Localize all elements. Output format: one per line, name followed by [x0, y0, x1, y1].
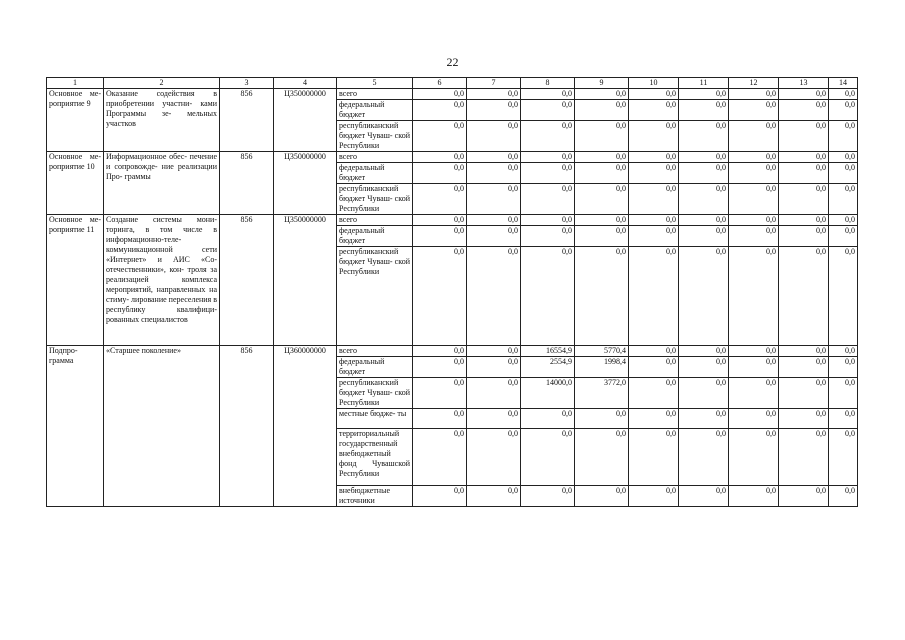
budget-classification-code: Ц350000000 — [274, 152, 337, 215]
value-cell: 0,0 — [521, 247, 575, 346]
administrator-code: 856 — [220, 152, 274, 215]
value-cell: 0,0 — [413, 247, 467, 346]
column-header: 12 — [729, 78, 779, 89]
value-cell: 0,0 — [779, 215, 829, 226]
value-cell: 0,0 — [779, 89, 829, 100]
value-cell: 0,0 — [779, 184, 829, 215]
value-cell: 0,0 — [467, 486, 521, 507]
value-cell: 0,0 — [521, 215, 575, 226]
value-cell: 0,0 — [629, 163, 679, 184]
value-cell: 0,0 — [779, 152, 829, 163]
value-cell: 0,0 — [779, 346, 829, 357]
table-row — [47, 89, 858, 100]
funding-source: федеральный бюджет — [337, 100, 413, 121]
value-cell: 0,0 — [779, 378, 829, 409]
measure-description: Информационное обес- печение и сопровожде- ние реализации Про- граммы — [104, 152, 220, 215]
funding-source: республиканский бюджет Чуваш- ской Республики — [337, 121, 413, 152]
value-cell: 0,0 — [629, 184, 679, 215]
value-cell: 0,0 — [829, 346, 858, 357]
value-cell: 14000,0 — [521, 378, 575, 409]
value-cell: 0,0 — [413, 486, 467, 507]
value-cell: 0,0 — [521, 89, 575, 100]
funding-source: внебюджетные источники — [337, 486, 413, 507]
value-cell: 0,0 — [729, 486, 779, 507]
value-cell: 0,0 — [729, 247, 779, 346]
value-cell: 0,0 — [729, 152, 779, 163]
value-cell: 0,0 — [413, 357, 467, 378]
value-cell: 0,0 — [729, 89, 779, 100]
value-cell: 0,0 — [467, 121, 521, 152]
value-cell: 0,0 — [575, 121, 629, 152]
value-cell: 0,0 — [629, 409, 679, 429]
column-header: 7 — [467, 78, 521, 89]
funding-source: республиканский бюджет Чуваш- ской Республики — [337, 378, 413, 409]
budget-classification-code: Ц350000000 — [274, 89, 337, 152]
value-cell: 1998,4 — [575, 357, 629, 378]
column-header: 9 — [575, 78, 629, 89]
value-cell: 0,0 — [467, 226, 521, 247]
value-cell: 0,0 — [413, 378, 467, 409]
value-cell: 0,0 — [413, 215, 467, 226]
value-cell: 0,0 — [629, 486, 679, 507]
value-cell: 0,0 — [467, 215, 521, 226]
table-row — [47, 215, 858, 226]
value-cell: 0,0 — [575, 486, 629, 507]
value-cell: 0,0 — [467, 184, 521, 215]
value-cell: 0,0 — [779, 100, 829, 121]
measure-name: Подпро- грамма — [47, 346, 104, 507]
funding-source: местные бюдже- ты — [337, 409, 413, 429]
value-cell: 2554,9 — [521, 357, 575, 378]
column-header: 1 — [47, 78, 104, 89]
column-header: 14 — [829, 78, 858, 89]
table-row — [47, 152, 858, 163]
value-cell: 0,0 — [629, 226, 679, 247]
value-cell: 0,0 — [413, 152, 467, 163]
header-row — [47, 78, 858, 89]
value-cell: 0,0 — [467, 152, 521, 163]
value-cell: 0,0 — [779, 226, 829, 247]
value-cell: 0,0 — [679, 215, 729, 226]
value-cell: 0,0 — [467, 89, 521, 100]
value-cell: 0,0 — [829, 226, 858, 247]
funding-source: территориальный государственный внебюджетный фонд Чувашской Республики — [337, 429, 413, 486]
column-header: 4 — [274, 78, 337, 89]
value-cell: 0,0 — [729, 357, 779, 378]
value-cell: 0,0 — [729, 163, 779, 184]
value-cell: 0,0 — [729, 215, 779, 226]
column-header: 2 — [104, 78, 220, 89]
value-cell: 0,0 — [779, 163, 829, 184]
value-cell: 0,0 — [829, 247, 858, 346]
funding-source: всего — [337, 215, 413, 226]
funding-source: федеральный бюджет — [337, 357, 413, 378]
value-cell: 0,0 — [521, 409, 575, 429]
value-cell: 0,0 — [467, 409, 521, 429]
value-cell: 0,0 — [829, 152, 858, 163]
value-cell: 0,0 — [679, 89, 729, 100]
value-cell: 0,0 — [729, 184, 779, 215]
value-cell: 0,0 — [679, 357, 729, 378]
value-cell: 0,0 — [575, 163, 629, 184]
column-header: 8 — [521, 78, 575, 89]
value-cell: 0,0 — [521, 226, 575, 247]
value-cell: 0,0 — [679, 346, 729, 357]
value-cell: 0,0 — [575, 247, 629, 346]
value-cell: 0,0 — [679, 184, 729, 215]
value-cell: 0,0 — [629, 247, 679, 346]
value-cell: 0,0 — [629, 152, 679, 163]
value-cell: 0,0 — [729, 378, 779, 409]
measure-description: Создание системы мони- торинга, в том числе в информационно-теле- коммуникационной сети «Интернет» и АИС «Со- отечественники», кон- троля за реализацией комплекса мероприятий, направленных на стиму- лирование переселения в республику квалифици- рованных специалистов — [104, 215, 220, 346]
value-cell: 0,0 — [629, 429, 679, 486]
value-cell: 0,0 — [413, 346, 467, 357]
value-cell: 0,0 — [679, 409, 729, 429]
value-cell: 0,0 — [467, 346, 521, 357]
budget-classification-code: Ц350000000 — [274, 215, 337, 346]
value-cell: 0,0 — [575, 429, 629, 486]
value-cell: 0,0 — [467, 100, 521, 121]
funding-source: всего — [337, 89, 413, 100]
value-cell: 0,0 — [521, 121, 575, 152]
administrator-code: 856 — [220, 215, 274, 346]
value-cell: 0,0 — [521, 152, 575, 163]
value-cell: 0,0 — [679, 247, 729, 346]
funding-source: всего — [337, 346, 413, 357]
administrator-code: 856 — [220, 89, 274, 152]
value-cell: 0,0 — [679, 163, 729, 184]
value-cell: 0,0 — [779, 409, 829, 429]
budget-table — [46, 77, 858, 507]
value-cell: 0,0 — [829, 89, 858, 100]
value-cell: 0,0 — [413, 100, 467, 121]
value-cell: 0,0 — [729, 409, 779, 429]
value-cell: 0,0 — [829, 357, 858, 378]
measure-name: Основное ме- роприятие 9 — [47, 89, 104, 152]
column-header: 3 — [220, 78, 274, 89]
value-cell: 0,0 — [521, 163, 575, 184]
value-cell: 0,0 — [679, 429, 729, 486]
value-cell: 0,0 — [629, 378, 679, 409]
value-cell: 0,0 — [829, 100, 858, 121]
value-cell: 0,0 — [629, 89, 679, 100]
value-cell: 0,0 — [413, 409, 467, 429]
value-cell: 16554,9 — [521, 346, 575, 357]
value-cell: 0,0 — [413, 226, 467, 247]
value-cell: 0,0 — [679, 486, 729, 507]
value-cell: 0,0 — [679, 100, 729, 121]
funding-source: республиканский бюджет Чуваш- ской Республики — [337, 247, 413, 346]
value-cell: 0,0 — [679, 152, 729, 163]
value-cell: 0,0 — [575, 226, 629, 247]
value-cell: 0,0 — [575, 152, 629, 163]
value-cell: 0,0 — [679, 121, 729, 152]
value-cell: 0,0 — [467, 378, 521, 409]
column-header: 13 — [779, 78, 829, 89]
value-cell: 0,0 — [467, 247, 521, 346]
funding-source: республиканский бюджет Чуваш- ской Республики — [337, 184, 413, 215]
value-cell: 0,0 — [729, 429, 779, 486]
column-header: 5 — [337, 78, 413, 89]
value-cell: 0,0 — [829, 429, 858, 486]
value-cell: 0,0 — [829, 486, 858, 507]
value-cell: 0,0 — [629, 346, 679, 357]
value-cell: 0,0 — [829, 409, 858, 429]
value-cell: 0,0 — [575, 100, 629, 121]
value-cell: 0,0 — [829, 121, 858, 152]
value-cell: 0,0 — [679, 378, 729, 409]
value-cell: 0,0 — [779, 121, 829, 152]
value-cell: 0,0 — [575, 184, 629, 215]
value-cell: 0,0 — [779, 357, 829, 378]
column-header: 6 — [413, 78, 467, 89]
value-cell: 0,0 — [413, 89, 467, 100]
value-cell: 0,0 — [575, 409, 629, 429]
value-cell: 3772,0 — [575, 378, 629, 409]
value-cell: 0,0 — [521, 429, 575, 486]
value-cell: 0,0 — [629, 121, 679, 152]
value-cell: 0,0 — [829, 215, 858, 226]
measure-description: «Старшее поколение» — [104, 346, 220, 507]
funding-source: всего — [337, 152, 413, 163]
funding-source: федеральный бюджет — [337, 226, 413, 247]
value-cell: 0,0 — [729, 121, 779, 152]
value-cell: 0,0 — [829, 378, 858, 409]
value-cell: 0,0 — [729, 346, 779, 357]
measure-description: Оказание содействия в приобретении участни- ками Программы зе- мельных участков — [104, 89, 220, 152]
value-cell: 0,0 — [467, 357, 521, 378]
value-cell: 0,0 — [829, 163, 858, 184]
value-cell: 0,0 — [779, 486, 829, 507]
table-row — [47, 346, 858, 357]
value-cell: 5770,4 — [575, 346, 629, 357]
column-header: 11 — [679, 78, 729, 89]
value-cell: 0,0 — [629, 357, 679, 378]
value-cell: 0,0 — [575, 215, 629, 226]
value-cell: 0,0 — [413, 163, 467, 184]
value-cell: 0,0 — [521, 486, 575, 507]
funding-source: федеральный бюджет — [337, 163, 413, 184]
value-cell: 0,0 — [679, 226, 729, 247]
value-cell: 0,0 — [629, 215, 679, 226]
value-cell: 0,0 — [779, 247, 829, 346]
value-cell: 0,0 — [413, 121, 467, 152]
administrator-code: 856 — [220, 346, 274, 507]
value-cell: 0,0 — [829, 184, 858, 215]
value-cell: 0,0 — [779, 429, 829, 486]
budget-classification-code: Ц360000000 — [274, 346, 337, 507]
value-cell: 0,0 — [629, 100, 679, 121]
value-cell: 0,0 — [575, 89, 629, 100]
measure-name: Основное ме- роприятие 11 — [47, 215, 104, 346]
measure-name: Основное ме- роприятие 10 — [47, 152, 104, 215]
value-cell: 0,0 — [729, 226, 779, 247]
page-number: 22 — [446, 55, 459, 69]
column-header: 10 — [629, 78, 679, 89]
value-cell: 0,0 — [467, 429, 521, 486]
value-cell: 0,0 — [521, 100, 575, 121]
value-cell: 0,0 — [521, 184, 575, 215]
value-cell: 0,0 — [729, 100, 779, 121]
value-cell: 0,0 — [467, 163, 521, 184]
value-cell: 0,0 — [413, 184, 467, 215]
value-cell: 0,0 — [413, 429, 467, 486]
